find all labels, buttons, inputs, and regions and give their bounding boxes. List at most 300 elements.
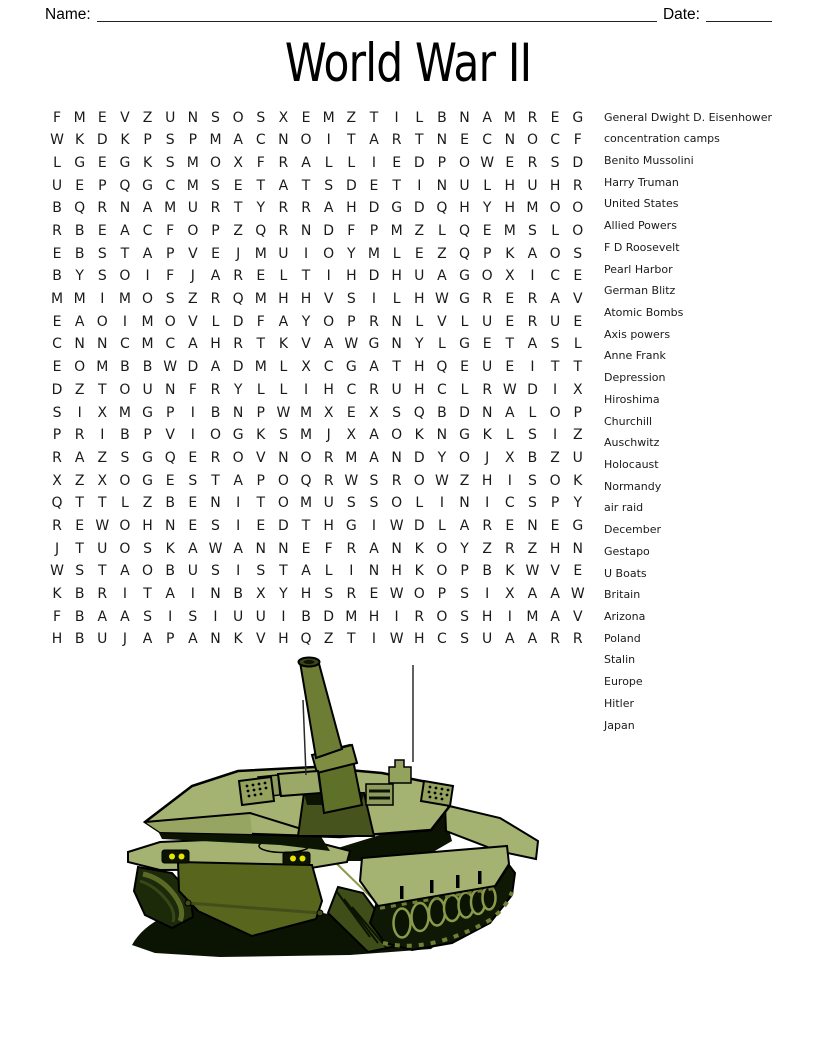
grid-cell: U — [414, 268, 425, 285]
grid-cell: A — [369, 427, 379, 444]
grid-cell: N — [436, 177, 448, 194]
grid-cell: N — [164, 381, 176, 398]
grid-cell: S — [165, 154, 175, 171]
grid-cell: E — [52, 359, 62, 376]
grid-cell: C — [255, 132, 266, 149]
grid-cell: O — [187, 223, 199, 240]
grid-cell: V — [437, 313, 447, 330]
grid-cell: P — [98, 177, 107, 194]
grid-cell: M — [503, 109, 516, 126]
grid-cell: B — [52, 268, 62, 285]
grid-cell: O — [549, 472, 561, 489]
grid-cell: W — [208, 540, 223, 557]
grid-cell: I — [213, 608, 218, 625]
grid-cell: Q — [459, 223, 471, 240]
grid-cell: B — [527, 449, 538, 466]
grid-cell: H — [323, 381, 334, 398]
grid-cell: A — [142, 245, 153, 262]
grid-cell: L — [460, 313, 469, 330]
grid-cell: M — [254, 291, 267, 308]
grid-cell: X — [346, 427, 357, 444]
grid-cell: G — [142, 449, 153, 466]
grid-cell: Y — [233, 381, 243, 398]
grid-cell: O — [119, 517, 131, 534]
grid-cell: E — [369, 586, 379, 603]
grid-cell: Y — [414, 336, 424, 353]
grid-cell: N — [481, 404, 493, 421]
grid-cell: K — [142, 154, 153, 171]
grid-cell: U — [323, 495, 334, 512]
grid-cell: H — [481, 608, 493, 625]
grid-cell: M — [300, 495, 313, 512]
grid-cell: H — [391, 563, 402, 580]
grid-cell: I — [190, 404, 195, 421]
grid-cell: A — [188, 540, 198, 557]
grid-cell: C — [52, 336, 62, 353]
grid-cell: A — [527, 336, 538, 353]
grid-cell: R — [572, 177, 583, 194]
grid-cell: P — [573, 404, 582, 421]
grid-cell: X — [278, 109, 289, 126]
word-list-item: Allied Powers — [604, 219, 677, 233]
grid-cell: K — [482, 427, 492, 444]
grid-cell: P — [460, 563, 469, 580]
grid-cell: E — [392, 154, 402, 171]
grid-cell: O — [436, 608, 448, 625]
grid-cell: P — [369, 223, 379, 240]
grid-cell: A — [188, 336, 198, 353]
grid-cell: S — [369, 495, 379, 512]
grid-cell: C — [437, 381, 447, 398]
grid-cell: C — [346, 381, 357, 398]
grid-cell: S — [550, 336, 560, 353]
grid-cell: O — [549, 200, 561, 217]
grid-cell: T — [75, 495, 84, 512]
word-list-item: Arizona — [604, 610, 646, 624]
grid-cell: X — [505, 268, 515, 285]
grid-cell: H — [504, 200, 516, 217]
grid-cell: I — [371, 517, 377, 534]
grid-cell: Z — [459, 472, 470, 489]
grid-cell: A — [233, 540, 243, 557]
grid-cell: D — [572, 154, 584, 171]
grid-cell: T — [550, 359, 560, 376]
grid-cell: W — [434, 291, 449, 308]
grid-cell: P — [256, 404, 265, 421]
grid-cell: H — [323, 517, 334, 534]
grid-cell: E — [573, 268, 583, 285]
grid-cell: V — [572, 608, 583, 625]
grid-cell: T — [301, 177, 311, 194]
grid-cell: P — [550, 495, 560, 512]
grid-cell: Q — [232, 291, 244, 308]
grid-cell: N — [232, 404, 244, 421]
grid-cell: I — [394, 109, 399, 126]
grid-cell: P — [188, 132, 198, 149]
grid-cell: I — [371, 631, 377, 648]
grid-cell: R — [210, 449, 221, 466]
grid-cell: F — [256, 313, 265, 330]
grid-cell: D — [51, 381, 63, 398]
grid-cell: F — [188, 381, 197, 398]
grid-cell: M — [118, 404, 131, 421]
grid-cell: T — [256, 177, 266, 194]
grid-cell: I — [236, 517, 241, 534]
grid-cell: H — [368, 608, 380, 625]
grid-cell: W — [50, 563, 64, 580]
word-list-item: Hiroshima — [604, 392, 660, 406]
grid-cell: B — [165, 495, 176, 512]
grid-cell: J — [54, 540, 60, 557]
grid-cell: U — [459, 177, 470, 194]
grid-cell: Z — [572, 427, 583, 444]
word-list-item: December — [604, 523, 662, 537]
word-list-item: Japan — [604, 718, 635, 732]
grid-cell: Z — [482, 540, 492, 557]
grid-cell: O — [549, 404, 561, 421]
grid-cell: E — [505, 359, 515, 376]
grid-cell: A — [527, 631, 538, 648]
grid-cell: T — [279, 563, 288, 580]
grid-cell: L — [528, 404, 537, 421]
grid-cell: Q — [255, 223, 267, 240]
grid-cell: I — [507, 608, 512, 625]
grid-cell: I — [168, 608, 173, 625]
grid-cell: V — [255, 449, 266, 466]
grid-cell: S — [143, 608, 153, 625]
grid-cell: Y — [573, 495, 583, 512]
grid-cell: L — [415, 313, 424, 330]
date-label: Date: — [662, 6, 700, 23]
grid-cell: Z — [142, 495, 153, 512]
grid-cell: F — [166, 268, 175, 285]
grid-cell: P — [143, 427, 152, 444]
grid-cell: T — [414, 132, 424, 149]
grid-cell: A — [505, 404, 515, 421]
grid-cell: L — [392, 245, 401, 262]
word-list-item: Atomic Bombs — [604, 305, 684, 319]
grid-cell: R — [504, 540, 515, 557]
grid-cell: X — [301, 359, 311, 376]
grid-cell: O — [481, 268, 493, 285]
grid-cell: P — [211, 223, 220, 240]
grid-cell: H — [300, 586, 312, 603]
grid-cell: A — [74, 313, 85, 330]
grid-cell: G — [345, 359, 357, 376]
grid-cell: R — [278, 223, 289, 240]
grid-cell: T — [143, 586, 152, 603]
grid-cell: Q — [459, 245, 471, 262]
word-list-item: Europe — [604, 675, 643, 689]
grid-cell: I — [190, 586, 195, 603]
grid-cell: H — [413, 291, 425, 308]
word-list-item: Britain — [604, 588, 641, 602]
grid-cell: Y — [437, 449, 447, 466]
page-title: World War II — [284, 33, 532, 94]
grid-cell: L — [256, 381, 265, 398]
grid-cell: L — [324, 154, 333, 171]
grid-cell: I — [326, 132, 331, 149]
grid-cell: S — [256, 109, 266, 126]
grid-cell: T — [573, 359, 583, 376]
grid-cell: O — [164, 313, 176, 330]
grid-cell: Z — [527, 540, 538, 557]
grid-cell: Y — [279, 586, 288, 603]
grid-cell: E — [188, 495, 198, 512]
grid-cell: J — [190, 268, 195, 285]
grid-cell: R — [210, 200, 221, 217]
grid-cell: H — [413, 631, 425, 648]
grid-cell: B — [120, 427, 130, 444]
word-list-item: U Boats — [604, 566, 647, 580]
grid-cell: J — [326, 427, 331, 444]
grid-cell: U — [97, 540, 108, 557]
grid-cell: U — [391, 381, 402, 398]
grid-cell: A — [210, 359, 221, 376]
grid-cell: K — [414, 563, 424, 580]
grid-cell: M — [300, 427, 313, 444]
grid-cell: O — [300, 449, 312, 466]
grid-cell: O — [300, 132, 312, 149]
grid-cell: V — [165, 427, 175, 444]
grid-cell: D — [96, 132, 108, 149]
grid-cell: I — [507, 472, 512, 489]
grid-cell: Z — [233, 223, 243, 240]
grid-cell: Q — [436, 200, 448, 217]
grid-cell: A — [278, 177, 289, 194]
grid-cell: T — [233, 200, 243, 217]
grid-cell: O — [119, 268, 131, 285]
grid-cell: B — [74, 631, 85, 648]
grid-cell: B — [437, 109, 447, 126]
word-list-item: Churchill — [604, 414, 653, 428]
title-row — [0, 33, 816, 94]
grid-cell: N — [97, 336, 108, 353]
grid-cell: S — [392, 404, 402, 421]
grid-cell: Q — [413, 404, 425, 421]
grid-cell: E — [211, 245, 220, 262]
grid-cell: C — [504, 495, 515, 512]
grid-cell: I — [371, 154, 377, 171]
grid-cell: L — [483, 177, 492, 194]
grid-cell: U — [278, 245, 289, 262]
grid-cell: A — [550, 291, 560, 308]
grid-cell: H — [278, 631, 289, 648]
grid-cell: I — [553, 427, 558, 444]
grid-cell: Z — [323, 631, 334, 648]
grid-cell: Q — [436, 359, 448, 376]
grid-cell: R — [369, 381, 379, 398]
grid-cell: G — [368, 336, 380, 353]
grid-cell: P — [437, 586, 447, 603]
grid-cell: S — [460, 586, 469, 603]
grid-cell: I — [371, 291, 377, 308]
grid-cell: S — [346, 291, 356, 308]
header — [45, 6, 772, 24]
grid-cell: Q — [51, 495, 63, 512]
grid-cell: O — [209, 427, 221, 444]
grid-cell: A — [301, 563, 311, 580]
grid-cell: M — [526, 608, 539, 625]
grid-cell: E — [505, 517, 515, 534]
grid-cell: W — [389, 631, 404, 648]
grid-cell: F — [573, 132, 582, 149]
grid-cell: D — [323, 608, 335, 625]
grid-cell: C — [165, 336, 176, 353]
grid-cell: K — [505, 245, 515, 262]
grid-cell: S — [324, 586, 334, 603]
grid-cell: C — [142, 223, 153, 240]
grid-cell: M — [96, 359, 109, 376]
grid-cell: N — [210, 586, 221, 603]
grid-cell: W — [502, 381, 517, 398]
grid-cell: O — [526, 132, 538, 149]
grid-cell: H — [549, 540, 561, 557]
grid-cell: A — [74, 449, 85, 466]
grid-cell: E — [505, 313, 515, 330]
grid-cell: T — [505, 336, 515, 353]
grid-cell: P — [165, 404, 175, 421]
grid-cell: S — [75, 563, 85, 580]
name-label: Name: — [45, 6, 91, 23]
grid-cell: T — [256, 495, 266, 512]
grid-cell: K — [120, 132, 130, 149]
grid-cell: O — [323, 245, 335, 262]
grid-cell: Z — [437, 245, 447, 262]
grid-cell: N — [210, 495, 221, 512]
grid-cell: E — [369, 177, 379, 194]
grid-cell: R — [482, 381, 493, 398]
grid-cell: A — [527, 586, 538, 603]
grid-cell: S — [97, 268, 107, 285]
grid-cell: N — [391, 336, 402, 353]
grid-cell: L — [437, 336, 446, 353]
grid-cell: R — [369, 313, 379, 330]
grid-cell: W — [480, 154, 495, 171]
grid-cell: E — [97, 109, 107, 126]
grid-cell: R — [301, 200, 311, 217]
grid-cell: O — [74, 359, 86, 376]
grid-cell: U — [187, 563, 198, 580]
grid-cell: U — [527, 177, 538, 194]
word-list-item: F D Roosevelt — [604, 240, 680, 254]
grid-cell: I — [439, 495, 444, 512]
grid-cell: S — [188, 472, 198, 489]
grid-cell: L — [437, 517, 446, 534]
grid-cell: H — [210, 336, 221, 353]
grid-cell: A — [369, 540, 379, 557]
grid-cell: L — [415, 109, 424, 126]
grid-cell: D — [413, 449, 425, 466]
grid-cell: O — [142, 563, 154, 580]
grid-cell: D — [232, 313, 244, 330]
grid-cell: Z — [550, 449, 560, 466]
grid-cell: O — [436, 540, 448, 557]
word-list-item: General Dwight D. Eisenhower — [604, 110, 773, 124]
grid-cell: N — [278, 132, 289, 149]
grid-cell: F — [347, 223, 356, 240]
grid-cell: P — [256, 472, 265, 489]
grid-cell: O — [459, 449, 471, 466]
grid-cell: E — [301, 109, 311, 126]
grid-cell: M — [164, 200, 177, 217]
name-blank-line — [97, 7, 657, 22]
grid-cell: L — [392, 291, 401, 308]
grid-cell: G — [459, 336, 470, 353]
grid-cell: S — [346, 495, 356, 512]
word-list-item: concentration camps — [604, 132, 720, 146]
grid-cell: G — [572, 109, 584, 126]
grid-cell: Q — [74, 200, 86, 217]
grid-cell: R — [323, 472, 334, 489]
grid-cell: N — [210, 631, 221, 648]
grid-cell: T — [347, 132, 356, 149]
grid-cell: N — [300, 223, 312, 240]
grid-cell: D — [278, 517, 289, 534]
grid-cell: O — [277, 495, 289, 512]
grid-cell: I — [349, 563, 354, 580]
grid-cell: O — [413, 472, 425, 489]
grid-cell: P — [143, 132, 152, 149]
grid-cell: S — [97, 245, 107, 262]
grid-cell: O — [436, 563, 448, 580]
grid-cell: N — [368, 563, 380, 580]
grid-cell: E — [460, 132, 469, 149]
grid-cell: E — [346, 404, 356, 421]
grid-cell: A — [120, 608, 130, 625]
word-list-item: Stalin — [604, 653, 636, 667]
grid-cell: X — [97, 404, 108, 421]
grid-cell: G — [459, 427, 470, 444]
word-list-item: Normandy — [604, 479, 662, 493]
grid-cell: C — [550, 132, 560, 149]
grid-cell: E — [550, 109, 560, 126]
grid-cell: R — [233, 336, 243, 353]
grid-cell: Y — [256, 200, 266, 217]
grid-cell: D — [368, 268, 380, 285]
grid-cell: Q — [300, 631, 312, 648]
grid-cell: B — [301, 608, 311, 625]
grid-cell: S — [528, 223, 537, 240]
grid-cell: A — [369, 359, 379, 376]
grid-cell: X — [369, 404, 379, 421]
grid-cell: O — [232, 109, 244, 126]
grid-cell: N — [74, 336, 85, 353]
grid-cell: A — [165, 586, 175, 603]
grid-cell: S — [460, 631, 469, 648]
grid-cell: V — [323, 291, 334, 308]
grid-cell: T — [211, 472, 220, 489]
grid-cell: I — [190, 427, 195, 444]
grid-cell: S — [256, 563, 266, 580]
grid-cell: X — [505, 586, 515, 603]
grid-cell: O — [277, 472, 289, 489]
grid-cell: A — [120, 563, 130, 580]
grid-cell: S — [528, 495, 537, 512]
grid-cell: S — [550, 154, 560, 171]
grid-cell: L — [415, 495, 424, 512]
grid-cell: R — [323, 449, 334, 466]
grid-cell: N — [164, 517, 176, 534]
grid-cell: H — [51, 631, 63, 648]
grid-cell: B — [142, 359, 153, 376]
grid-cell: L — [324, 563, 333, 580]
grid-cell: M — [186, 154, 199, 171]
grid-cell: S — [211, 517, 220, 534]
grid-cell: G — [119, 154, 131, 171]
grid-cell: I — [303, 245, 309, 262]
grid-cell: X — [97, 472, 108, 489]
